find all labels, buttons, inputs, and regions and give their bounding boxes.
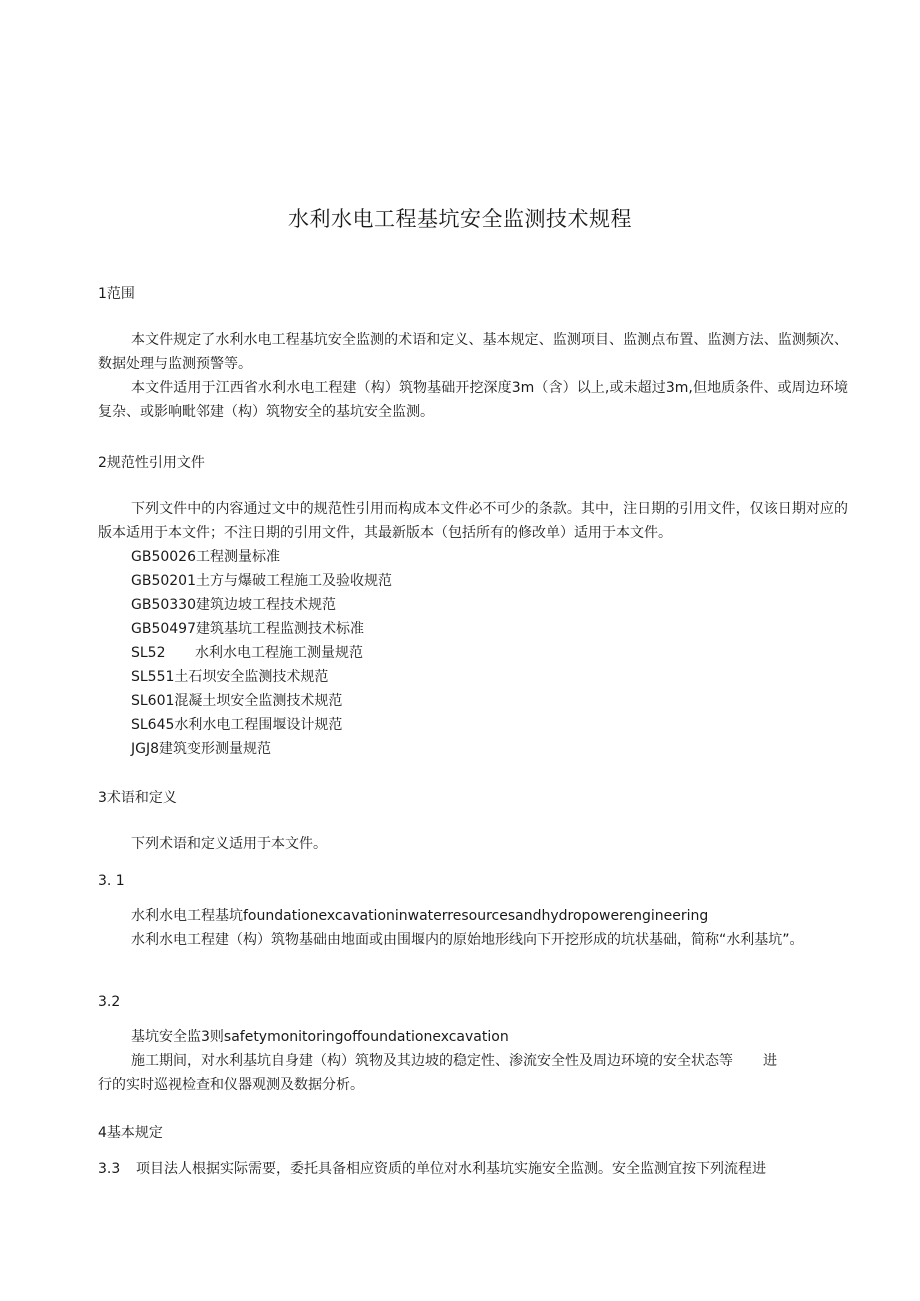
reference-code: GB50497 <box>131 621 196 637</box>
reference-code: GB50201 <box>131 573 196 589</box>
document-title: 水利水电工程基坑安全监测技术规程 <box>288 207 632 231</box>
clause-3-3 <box>98 1157 848 1181</box>
reference-name: 混凝土坝安全监测技术规范 <box>174 693 343 709</box>
reference-name: 工程测量标准 <box>196 549 280 565</box>
reference-code: JGJ8 <box>131 741 160 757</box>
clause-text: 项目法人根据实际需要，委托具备相应资质的单位对水利基坑实施安全监测。安全监测宜按下列流程进 <box>136 1161 766 1177</box>
clause-number: 3.3 <box>98 1161 121 1177</box>
section-3-intro: 下列术语和定义适用于本文件。 <box>131 836 327 852</box>
reference-name: 土方与爆破工程施工及验收规范 <box>196 573 392 589</box>
definition-number: 3.2 <box>98 994 121 1010</box>
reference-code: SL645 <box>131 717 175 733</box>
reference-name: 建筑边坡工程技术规范 <box>196 597 336 613</box>
section-1-heading: 1范围 <box>98 286 135 302</box>
reference-item <box>131 641 881 665</box>
reference-item <box>131 713 881 737</box>
reference-code: SL601 <box>131 693 175 709</box>
section-1-paragraph-1: 本文件规定了水利水电工程基坑安全监测的术语和定义、基本规定、监测项目、监测点布置、监测方法、监测频次、数据处理与监测预警等。 <box>98 332 848 372</box>
reference-item <box>131 593 881 617</box>
section-3-heading: 3术语和定义 <box>98 790 177 806</box>
definition-term: 水利水电工程基坑foundationexcavationinwaterresourcesandhydropowerengineering <box>131 908 709 924</box>
reference-code: SL551 <box>131 669 175 685</box>
reference-item <box>131 665 881 689</box>
reference-item <box>131 545 881 569</box>
reference-item <box>131 617 881 641</box>
section-4-heading: 4基本规定 <box>98 1125 163 1141</box>
reference-item <box>131 569 881 593</box>
definition-text: 水利水电工程建（构）筑物基础由地面或由围堰内的原始地形线向下开挖形成的坑状基础，简称“水利基坑”。 <box>131 932 804 948</box>
reference-name: 建筑基坑工程监测技术标准 <box>196 621 364 637</box>
reference-name: 建筑变形测量规范 <box>159 741 272 757</box>
reference-code: GB50026 <box>131 549 196 565</box>
section-1-paragraph-2: 本文件适用于江西省水利水电工程建（构）筑物基础开挖深度3m（含）以上,或未超过3m,但地质条件、或周边环境复杂、或影响毗邻建（构）筑物安全的基坑安全监测。 <box>98 380 848 420</box>
reference-item <box>131 737 881 761</box>
definition-number: 3. 1 <box>98 873 125 889</box>
reference-code: SL52 <box>131 645 166 661</box>
definition-term: 基坑安全监3则safetymonitoringoffoundationexcavation <box>131 1029 509 1045</box>
reference-code: GB50330 <box>131 597 196 613</box>
definition-text: 施工期间，对水利基坑自身建（构）筑物及其边坡的稳定性、渗流安全性及周边环境的安全状态等 进 <box>131 1053 777 1069</box>
reference-item <box>131 689 881 713</box>
definition-text-continued: 行的实时巡视检查和仪器观测及数据分析。 <box>98 1077 364 1093</box>
section-2-paragraph-1: 下列文件中的内容通过文中的规范性引用而构成本文件必不可少的条款。其中，注日期的引用文件，仅该日期对应的版本适用于本文件；不注日期的引用文件，其最新版本（包括所有的修改单）适用于本文件。 <box>98 501 848 541</box>
reference-name: 水利水电工程施工测量规范 <box>195 645 363 661</box>
reference-name: 水利水电工程围堰设计规范 <box>174 717 343 733</box>
reference-name: 土石坝安全监测技术规范 <box>174 669 329 685</box>
section-2-heading: 2规范性引用文件 <box>98 455 205 471</box>
